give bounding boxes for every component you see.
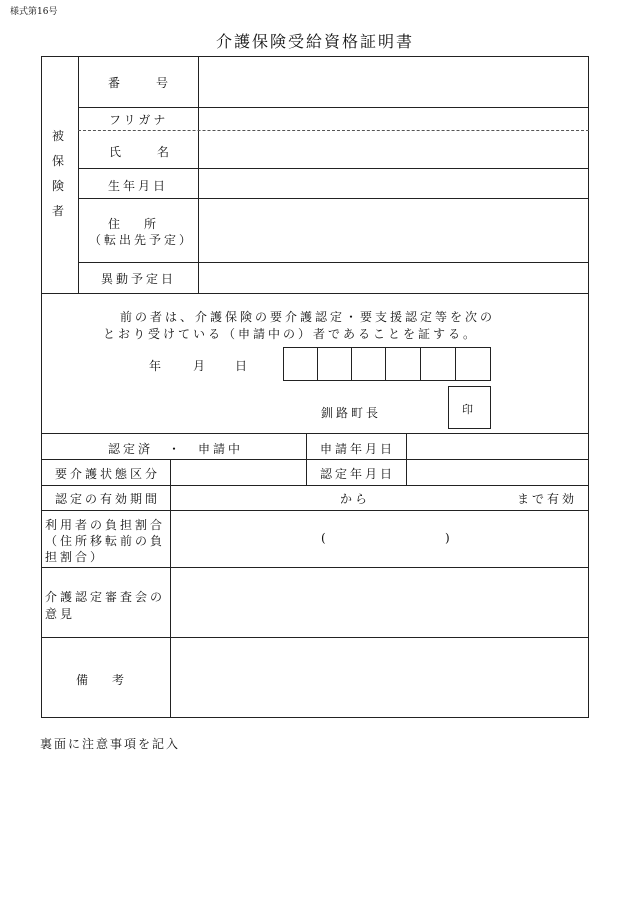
year-label: 年 [149, 359, 162, 373]
digit-box[interactable] [385, 347, 421, 381]
digit-box[interactable] [455, 347, 491, 381]
digit-box[interactable] [283, 347, 318, 381]
furigana-field[interactable] [199, 108, 588, 129]
validity-label: 認定の有効期間 [55, 492, 161, 506]
number-label: 番 号 [108, 76, 169, 90]
committee-label-1: 介護認定審査会の [45, 590, 166, 604]
care-level-label: 要介護状態区分 [55, 467, 161, 481]
burden-label-2: （住所移転前の負 [45, 534, 166, 548]
status-certified-or-pending[interactable]: 認定済 ・ 申請中 [108, 442, 244, 456]
application-date-field[interactable] [407, 434, 588, 458]
validity-until: まで有効 [517, 492, 578, 506]
insured-group-label: 被 保 険 者 [52, 129, 65, 218]
mayor-label: 釧路町長 [321, 406, 382, 420]
name-label: 氏 名 [109, 145, 170, 159]
application-date-label: 申請年月日 [320, 442, 396, 456]
number-field[interactable] [199, 57, 588, 106]
burden-field[interactable] [171, 511, 588, 566]
digit-box[interactable] [351, 347, 386, 381]
page-title: 介護保険受給資格証明書 [215, 32, 414, 51]
seal-label: 印 [462, 403, 473, 416]
name-field[interactable] [199, 131, 588, 167]
digit-box[interactable] [317, 347, 352, 381]
statement-line-2: とおり受けている（申請中の）者であることを証する。 [103, 327, 479, 341]
birthdate-label: 生年月日 [108, 179, 169, 193]
birthdate-field[interactable] [199, 169, 588, 197]
digit-box[interactable] [420, 347, 456, 381]
validity-field[interactable] [171, 486, 588, 509]
statement-line-1: 前の者は、介護保険の要介護認定・要支援認定等を次の [120, 310, 496, 324]
care-level-field[interactable] [171, 460, 305, 484]
certification-date-field[interactable] [407, 460, 588, 484]
address-field[interactable] [199, 199, 588, 261]
burden-label-1: 利用者の負担割合 [45, 518, 166, 532]
burden-label-3: 担割合） [45, 550, 106, 564]
remarks-field[interactable] [171, 638, 588, 717]
move-date-field[interactable] [199, 263, 588, 292]
burden-paren-close: ) [445, 531, 450, 545]
address-label: 住 所 [108, 217, 157, 231]
address-sublabel: （転出先予定） [89, 233, 195, 247]
furigana-label: フリガナ [109, 113, 169, 127]
committee-label-2: 意見 [45, 607, 76, 621]
move-date-label: 異動予定日 [101, 272, 177, 286]
remarks-label: 備 考 [76, 673, 125, 687]
committee-opinion-field[interactable] [171, 568, 588, 636]
form-number: 様式第16号 [10, 7, 58, 17]
footer-note: 裏面に注意事項を記入 [40, 737, 181, 751]
month-label: 月 [193, 359, 206, 373]
certification-date-label: 認定年月日 [320, 467, 396, 481]
burden-paren-open: ( [321, 531, 326, 545]
day-label: 日 [235, 359, 248, 373]
validity-from: から [340, 492, 371, 506]
